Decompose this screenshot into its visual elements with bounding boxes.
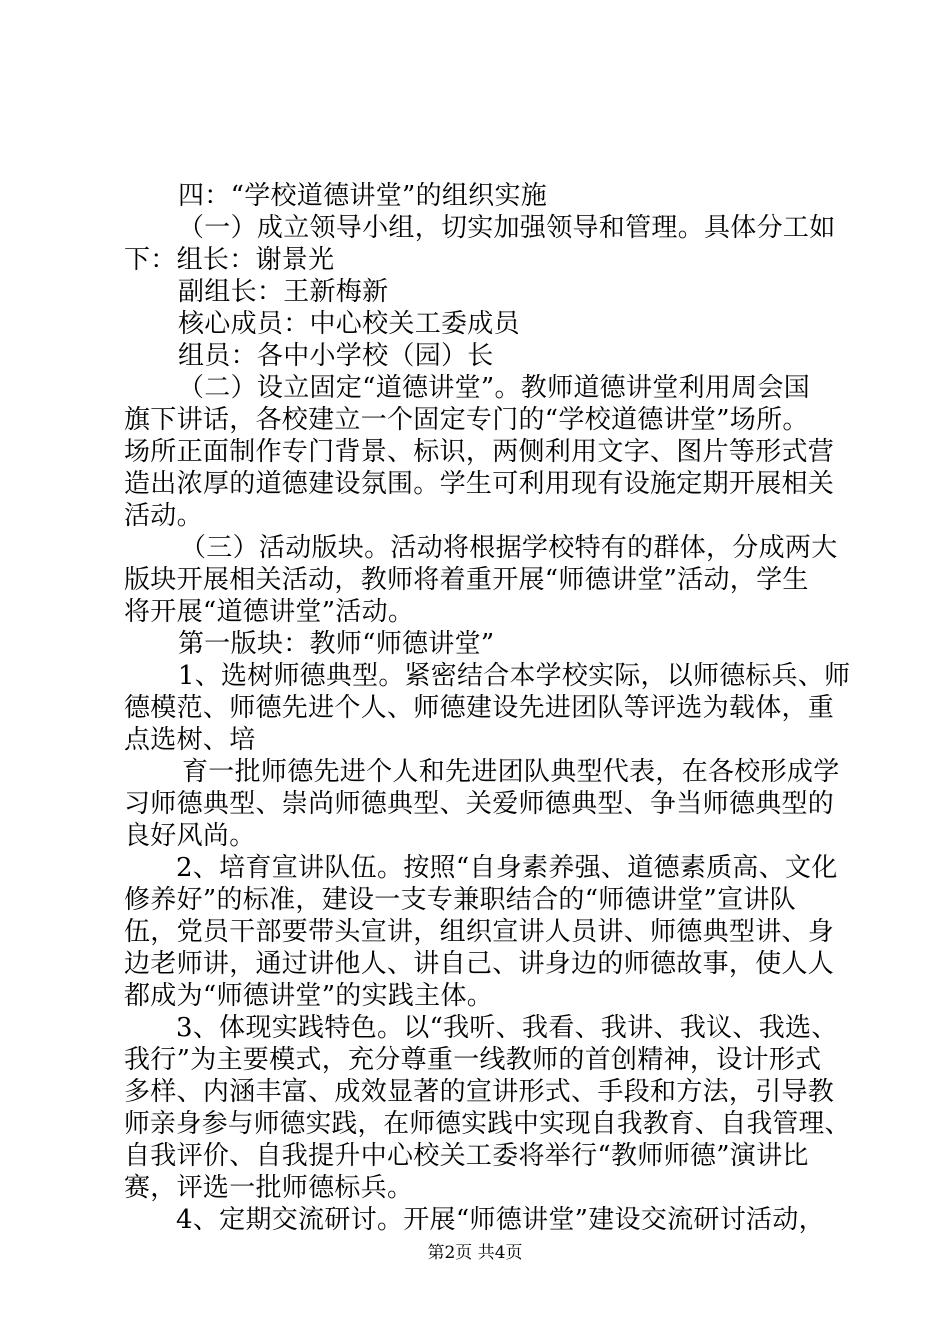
paragraph-line: 多样、内涵丰富、成效显著的宣讲形式、手段和方法，引导教 — [124, 1077, 835, 1107]
paragraph-line: 习师德典型、崇尚师德典型、关爱师德典型、争当师德典型的 — [124, 789, 835, 819]
paragraph-line: 2、培育宣讲队伍。按照“自身素养强、道德素质高、文化 — [176, 853, 838, 883]
paragraph-line: 我行”为主要模式，充分尊重一线教师的首创精神，设计形式 — [124, 1045, 822, 1075]
paragraph-line: （一）成立领导小组，切实加强领导和管理。具体分工如 — [178, 213, 836, 243]
paragraph-line: 都成为“师德讲堂”的实践主体。 — [124, 981, 494, 1011]
paragraph-line: 边老师讲，通过讲他人、讲自己、讲身边的师德故事，使人人 — [124, 949, 835, 979]
paragraph-line: 旗下讲话，各校建立一个固定专门的“学校道德讲堂”场所。 — [124, 405, 809, 435]
paragraph-line: 点选树、培 — [124, 725, 256, 755]
paragraph-line: 组员：各中小学校（园）长 — [178, 341, 494, 371]
paragraph-line: 自我评价、自我提升中心校关工委将举行“教师师德”演讲比 — [124, 1141, 809, 1171]
paragraph-line: 造出浓厚的道德建设氛围。学生可利用现有设施定期开展相关 — [124, 469, 835, 499]
paragraph-line: 良好风尚。 — [124, 821, 256, 851]
paragraph-line: 1、选树师德典型。紧密结合本学校实际，以师德标兵、师 — [178, 661, 851, 691]
paragraph-line: 场所正面制作专门背景、标识，两侧利用文字、图片等形式营 — [124, 437, 835, 467]
paragraph-line: 赛，评选一批师德标兵。 — [124, 1173, 414, 1203]
paragraph-line: 修养好”的标准，建设一支专兼职结合的“师德讲堂”宣讲队 — [124, 885, 796, 915]
paragraph-line: 核心成员：中心校关工委成员 — [178, 309, 520, 339]
paragraph-line: （二）设立固定“道德讲堂”。教师道德讲堂利用周会国 — [178, 373, 811, 403]
paragraph-line: 将开展“道德讲堂”活动。 — [124, 597, 415, 627]
paragraph-line: 伍，党员干部要带头宣讲，组织宣讲人员讲、师德典型讲、身 — [124, 917, 835, 947]
paragraph-line: 4、定期交流研讨。开展“师德讲堂”建设交流研讨活动， — [176, 1205, 825, 1235]
page-number-footer: 第2页 共4页 — [427, 1243, 523, 1263]
paragraph-line: 育一批师德先进个人和先进团队典型代表，在各校形成学 — [182, 757, 840, 787]
paragraph-line: 下：组长：谢景光 — [124, 245, 335, 275]
section-heading: 四：“学校道德讲堂”的组织实施 — [178, 181, 548, 211]
paragraph-line: 师亲身参与师德实践，在师德实践中实现自我教育、自我管理、 — [124, 1109, 851, 1139]
paragraph-line: 副组长：王新梅新 — [178, 277, 389, 307]
paragraph-line: 版块开展相关活动，教师将着重开展“师德讲堂”活动，学生 — [124, 565, 809, 595]
paragraph-line: 3、体现实践特色。以“我听、我看、我讲、我议、我选、 — [176, 1013, 838, 1043]
paragraph-line: 德模范、师德先进个人、师德建设先进团队等评选为载体，重 — [124, 693, 835, 723]
subsection-heading: 第一版块：教师“师德讲堂” — [178, 629, 495, 659]
paragraph-line: 活动。 — [124, 501, 203, 531]
paragraph-line: （三）活动版块。活动将根据学校特有的群体，分成两大 — [180, 533, 838, 563]
